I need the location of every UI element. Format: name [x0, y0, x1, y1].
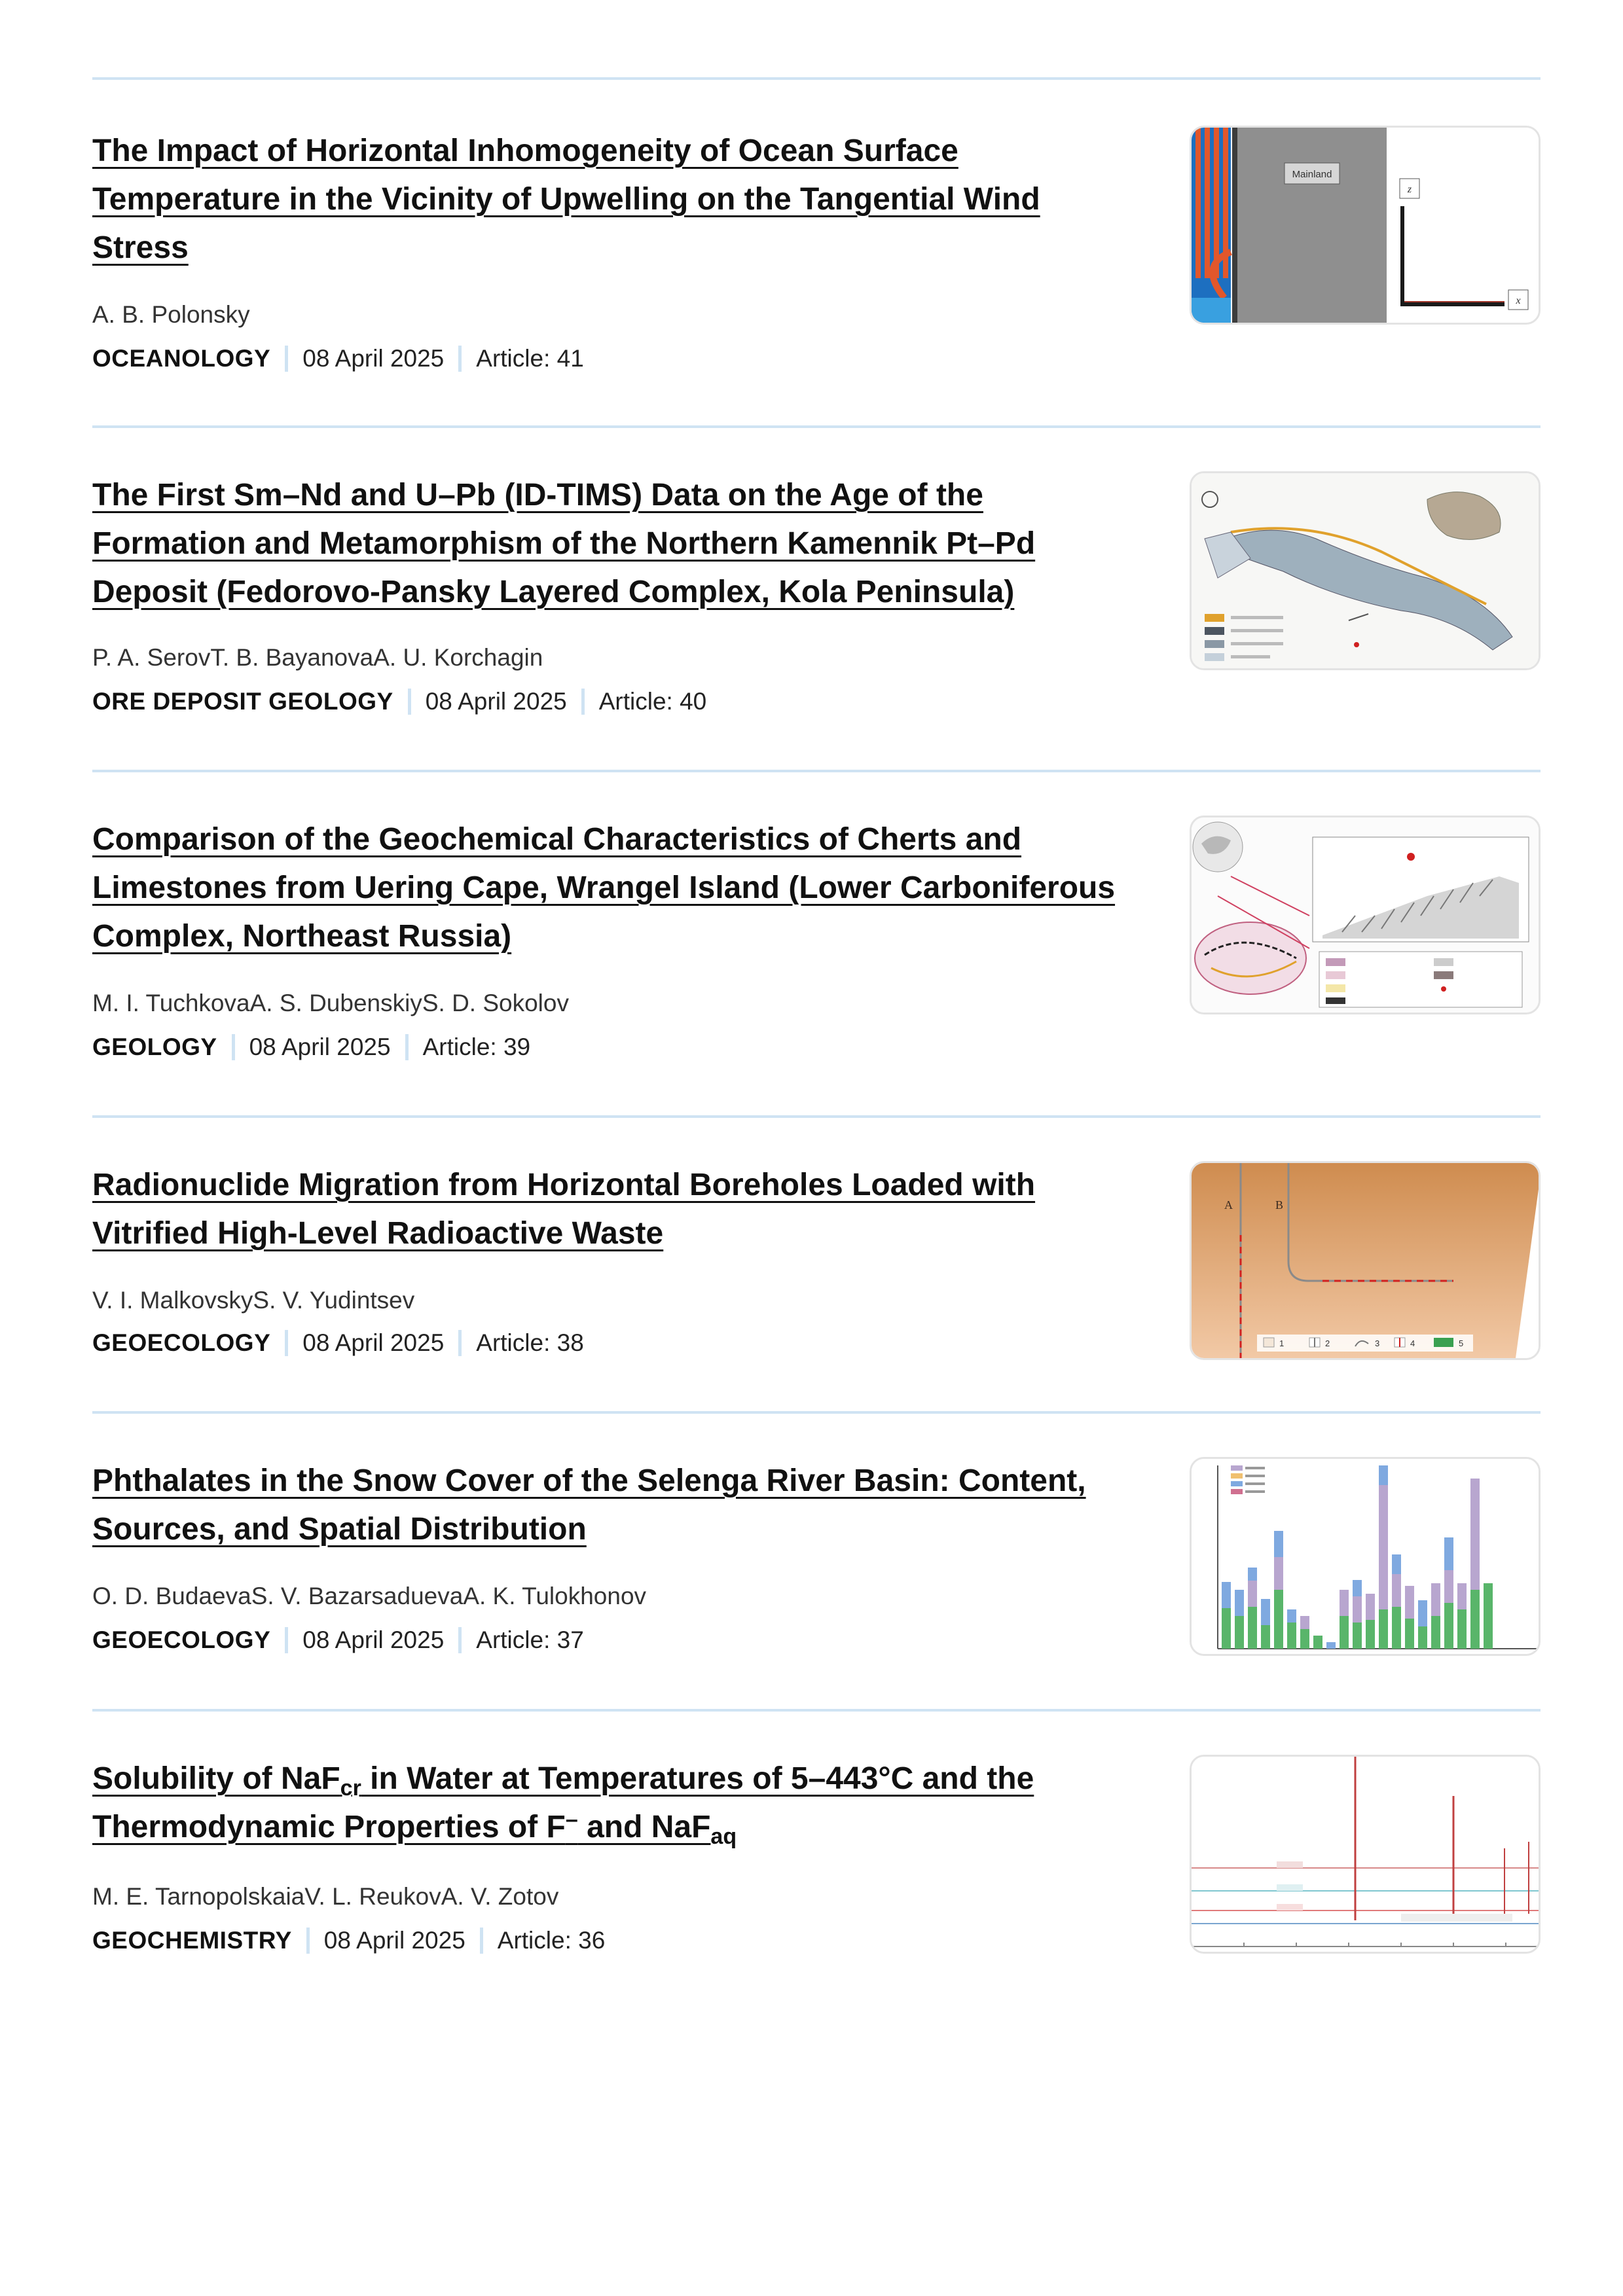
journal-name[interactable]: GEOECOLOGY	[92, 1329, 271, 1356]
article-item	[92, 80, 1541, 425]
author-name: A. V. Zotov	[441, 1883, 559, 1910]
meta-separator	[408, 689, 411, 715]
thumbnail-figure	[1192, 1163, 1539, 1358]
publish-date: 08 April 2025	[249, 1033, 391, 1060]
article-item	[92, 1712, 1541, 2000]
author-name: M. E. Tarnopolskaia	[92, 1883, 305, 1910]
article-authors	[92, 644, 543, 672]
article-title-link[interactable]: Radionuclide Migration from Horizontal Boreholes Loaded with Vitrified High-Level Radioactive Waste	[92, 1168, 1036, 1251]
article-title-link[interactable]: The First Sm–Nd and U–Pb (ID-TIMS) Data on the Age of the Formation and Metamorphism of the Northern Kamennik Pt–Pd Deposit (Fedorovo-Pansky Layered Complex, Kola Peninsula)	[92, 478, 1036, 609]
article-number: Article: 41	[476, 345, 584, 372]
publish-date: 08 April 2025	[302, 345, 445, 372]
author-name: A. B. Polonsky	[92, 301, 250, 328]
meta-separator	[285, 346, 288, 372]
author-name: A. S. Dubenskiy	[249, 990, 422, 1016]
article-number: Article: 40	[598, 688, 707, 715]
article-list	[92, 77, 1541, 2000]
article-thumbnail[interactable]	[1190, 1161, 1541, 1360]
title-text: Solubility of NaF	[92, 1761, 340, 1796]
article-authors	[92, 990, 569, 1017]
article-title-link[interactable]: The Impact of Horizontal Inhomogeneity of Ocean Surface Temperature in the Vicinity of Upwelling on the Tangential Wind Stress	[92, 134, 1040, 265]
article-item	[92, 1414, 1541, 1709]
title-subscript: aq	[710, 1824, 737, 1849]
article-title	[92, 1161, 1133, 1258]
meta-separator	[458, 1330, 462, 1356]
article-title	[92, 1457, 1133, 1554]
thumb-label: z	[1407, 184, 1412, 195]
author-name: S. D. Sokolov	[422, 990, 569, 1016]
meta-separator	[306, 1928, 310, 1954]
article-item	[92, 772, 1541, 1115]
article-authors	[92, 1287, 414, 1314]
article-title	[92, 816, 1133, 961]
author-name: O. D. Budaeva	[92, 1583, 251, 1609]
journal-name[interactable]: OCEANOLOGY	[92, 345, 271, 372]
thumb-label: 3	[1375, 1338, 1380, 1348]
thumb-label: 4	[1410, 1338, 1415, 1348]
article-number: Article: 36	[497, 1927, 606, 1954]
article-title	[92, 127, 1133, 272]
meta-separator	[285, 1330, 288, 1356]
article-meta	[92, 1626, 584, 1654]
article-meta	[92, 1927, 605, 1954]
meta-separator	[581, 689, 585, 715]
publish-date: 08 April 2025	[302, 1626, 445, 1653]
author-name: V. I. Malkovsky	[92, 1287, 253, 1314]
thumb-label: x	[1516, 295, 1521, 306]
article-item	[92, 428, 1541, 770]
thumb-label: Mainland	[1292, 169, 1332, 180]
thumbnail-figure	[1192, 817, 1539, 1013]
journal-name[interactable]: GEOECOLOGY	[92, 1626, 271, 1653]
thumb-label: 5	[1459, 1338, 1464, 1348]
article-authors	[92, 301, 250, 329]
title-text: and NaF	[577, 1810, 711, 1844]
article-thumbnail[interactable]	[1190, 471, 1541, 670]
title-subscript: cr	[340, 1776, 361, 1801]
publish-date: 08 April 2025	[425, 688, 567, 715]
article-authors	[92, 1583, 646, 1610]
author-name: A. U. Korchagin	[373, 644, 543, 671]
meta-separator	[285, 1627, 288, 1653]
author-name: A. K. Tulokhonov	[463, 1583, 647, 1609]
article-thumbnail[interactable]	[1190, 126, 1541, 325]
thumbnail-figure	[1192, 473, 1539, 668]
thumb-label: A	[1224, 1198, 1233, 1211]
thumb-label: B	[1275, 1198, 1284, 1211]
author-name: T. B. Bayanova	[210, 644, 374, 671]
article-title	[92, 471, 1133, 617]
author-name: P. A. Serov	[92, 644, 211, 671]
article-meta	[92, 1329, 584, 1357]
article-thumbnail[interactable]	[1190, 816, 1541, 1014]
meta-separator	[480, 1928, 483, 1954]
meta-separator	[232, 1034, 235, 1060]
meta-separator	[405, 1034, 409, 1060]
journal-name[interactable]: GEOCHEMISTRY	[92, 1927, 292, 1954]
author-name: S. V. Bazarsadueva	[251, 1583, 464, 1609]
author-name: M. I. Tuchkova	[92, 990, 250, 1016]
article-title-link[interactable]: Comparison of the Geochemical Characteristics of Cherts and Limestones from Uering Cape, Wrangel Island (Lower Carboniferous Complex, Northeast Russia)	[92, 822, 1116, 954]
thumbnail-figure	[1192, 128, 1539, 323]
journal-name[interactable]: GEOLOGY	[92, 1033, 217, 1060]
article-title	[92, 1755, 1133, 1852]
article-meta	[92, 1033, 530, 1061]
publish-date: 08 April 2025	[302, 1329, 445, 1356]
article-meta	[92, 345, 584, 372]
title-superscript: –	[565, 1807, 578, 1832]
thumbnail-figure	[1192, 1459, 1539, 1654]
article-item	[92, 1118, 1541, 1411]
author-name: V. L. Reukov	[304, 1883, 441, 1910]
thumb-label: 1	[1279, 1338, 1285, 1348]
thumb-label: 2	[1325, 1338, 1330, 1348]
title-text: in Water at Temperatures of 5–443°C and the Thermodynamic Properties of F	[92, 1761, 1034, 1844]
article-number: Article: 39	[422, 1033, 531, 1060]
thumbnail-figure	[1192, 1757, 1539, 1952]
author-name: S. V. Yudintsev	[253, 1287, 415, 1314]
publish-date: 08 April 2025	[323, 1927, 465, 1954]
article-authors	[92, 1883, 558, 1910]
article-thumbnail[interactable]	[1190, 1755, 1541, 1954]
article-meta	[92, 688, 706, 715]
journal-name[interactable]: ORE DEPOSIT GEOLOGY	[92, 688, 393, 715]
article-title-link[interactable]	[92, 1761, 1034, 1849]
article-thumbnail[interactable]	[1190, 1457, 1541, 1656]
article-number: Article: 38	[476, 1329, 584, 1356]
article-title-link[interactable]: Phthalates in the Snow Cover of the Selenga River Basin: Content, Sources, and Spatial Distribution	[92, 1463, 1086, 1547]
meta-separator	[458, 346, 462, 372]
meta-separator	[458, 1627, 462, 1653]
article-number: Article: 37	[476, 1626, 584, 1653]
